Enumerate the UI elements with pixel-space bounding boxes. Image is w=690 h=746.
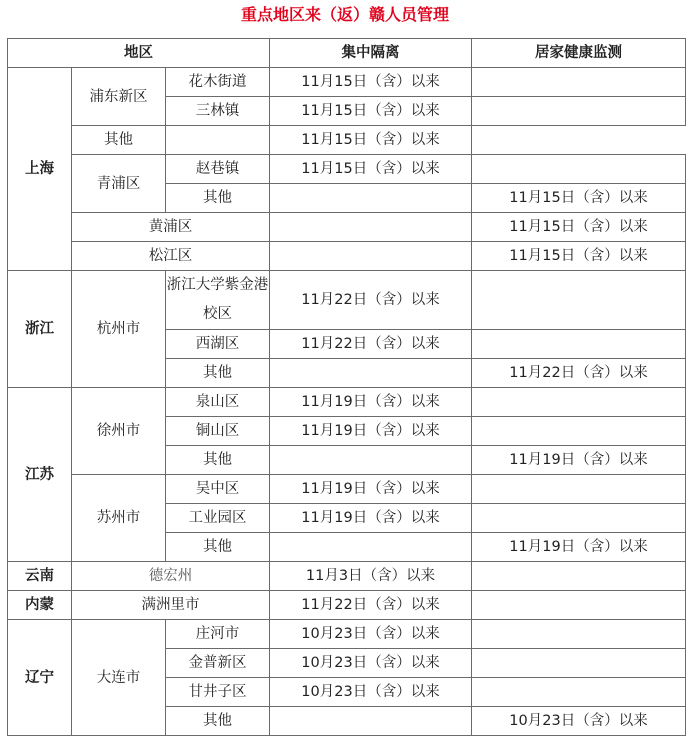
home-date [472, 678, 686, 707]
district-cell: 其他 [72, 126, 166, 155]
district-cell: 西湖区 [166, 330, 270, 359]
home-date [472, 330, 686, 359]
centralized-date: 11月22日（含）以来 [270, 591, 472, 620]
home-date [472, 417, 686, 446]
province-cell: 云南 [8, 562, 72, 591]
table-row [8, 68, 686, 97]
district-cell: 其他 [166, 184, 270, 213]
table-row [8, 562, 686, 591]
city-cell: 大连市 [72, 620, 166, 736]
centralized-date: 11月15日（含）以来 [270, 97, 472, 126]
city-cell: 黄浦区 [72, 213, 270, 242]
centralized-date: 11月19日（含）以来 [270, 417, 472, 446]
home-date: 11月15日（含）以来 [270, 126, 472, 155]
district-cell: 铜山区 [166, 417, 270, 446]
header-centralized-isolation: 集中隔离 [270, 39, 472, 68]
district-cell: 吴中区 [166, 475, 270, 504]
city-cell: 苏州市 [72, 475, 166, 562]
centralized-date: 11月15日（含）以来 [270, 155, 472, 184]
centralized-date [270, 242, 472, 271]
centralized-date: 11月22日（含）以来 [270, 330, 472, 359]
centralized-date [270, 213, 472, 242]
district-cell: 其他 [166, 359, 270, 388]
province-cell: 内蒙 [8, 591, 72, 620]
district-cell: 花木街道 [166, 68, 270, 97]
table-row [8, 126, 686, 155]
centralized-date [270, 359, 472, 388]
district-cell: 其他 [166, 446, 270, 475]
home-date [472, 620, 686, 649]
home-date [472, 97, 686, 126]
district-cell: 工业园区 [166, 504, 270, 533]
city-cell: 满洲里市 [72, 591, 270, 620]
home-date [472, 562, 686, 591]
home-date: 11月22日（含）以来 [472, 359, 686, 388]
home-date: 11月15日（含）以来 [472, 242, 686, 271]
home-date [472, 504, 686, 533]
home-date [472, 388, 686, 417]
centralized-date: 11月19日（含）以来 [270, 504, 472, 533]
table-row [8, 213, 686, 242]
centralized-date: 10月23日（含）以来 [270, 649, 472, 678]
city-cell: 浦东新区 [72, 68, 166, 126]
home-date: 11月19日（含）以来 [472, 446, 686, 475]
home-date [472, 155, 686, 184]
region-management-table [7, 38, 686, 736]
page-title: 重点地区来（返）赣人员管理 [240, 5, 449, 24]
centralized-date: 11月19日（含）以来 [270, 388, 472, 417]
district-cell: 金普新区 [166, 649, 270, 678]
table-row [8, 475, 686, 504]
centralized-date: 11月3日（含）以来 [270, 562, 472, 591]
centralized-date [166, 126, 270, 155]
home-date [472, 271, 686, 330]
centralized-date [270, 707, 472, 736]
city-cell: 松江区 [72, 242, 270, 271]
city-cell: 徐州市 [72, 388, 166, 475]
table-row [8, 242, 686, 271]
district-cell: 其他 [166, 707, 270, 736]
province-cell: 辽宁 [8, 620, 72, 736]
district-cell: 庄河市 [166, 620, 270, 649]
centralized-date [270, 184, 472, 213]
home-date [472, 649, 686, 678]
home-date: 11月15日（含）以来 [472, 213, 686, 242]
district-cell: 三林镇 [166, 97, 270, 126]
home-date [472, 475, 686, 504]
centralized-date: 11月19日（含）以来 [270, 475, 472, 504]
centralized-date: 11月15日（含）以来 [270, 68, 472, 97]
province-cell: 上海 [8, 68, 72, 271]
city-cell: 德宏州 [72, 562, 270, 591]
table-row [8, 620, 686, 649]
district-cell: 甘井子区 [166, 678, 270, 707]
centralized-date: 11月22日（含）以来 [270, 271, 472, 330]
table-row [8, 155, 686, 184]
home-date: 11月15日（含）以来 [472, 184, 686, 213]
district-cell: 赵巷镇 [166, 155, 270, 184]
province-cell: 浙江 [8, 271, 72, 388]
centralized-date [270, 446, 472, 475]
home-date [472, 68, 686, 97]
header-row [8, 39, 686, 68]
centralized-date: 10月23日（含）以来 [270, 620, 472, 649]
table-row [8, 388, 686, 417]
centralized-date: 10月23日（含）以来 [270, 678, 472, 707]
header-home-monitoring: 居家健康监测 [472, 39, 686, 68]
centralized-date [270, 533, 472, 562]
home-date: 10月23日（含）以来 [472, 707, 686, 736]
district-cell: 浙江大学紫金港校区 [166, 271, 270, 330]
city-cell: 青浦区 [72, 155, 166, 213]
district-cell: 泉山区 [166, 388, 270, 417]
home-date [472, 591, 686, 620]
city-cell: 杭州市 [72, 271, 166, 388]
table-row [8, 591, 686, 620]
home-date: 11月19日（含）以来 [472, 533, 686, 562]
header-area: 地区 [8, 39, 270, 68]
table-row [8, 271, 686, 330]
province-cell: 江苏 [8, 388, 72, 562]
district-cell: 其他 [166, 533, 270, 562]
